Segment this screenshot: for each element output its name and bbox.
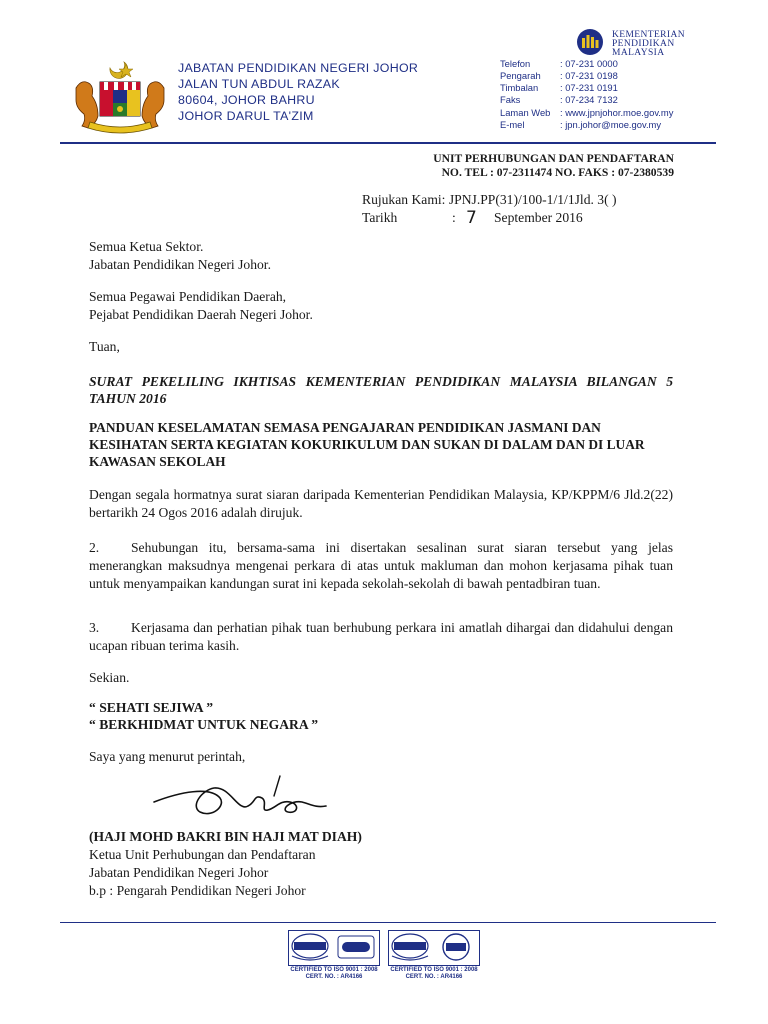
contact-label: Timbalan (500, 82, 539, 93)
unit-phone-fax: NO. TEL : 07-2311474 NO. FAKS : 07-2380539 (441, 166, 674, 179)
recipient-line: Pejabat Pendidikan Daerah Negeri Johor. (89, 307, 313, 322)
subject-circular: SURAT PEKELILING IKHTISAS KEMENTERIAN PENDIDIKAN MALAYSIA BILANGAN 5 TAHUN 2016 (89, 374, 673, 406)
signatory-title: Jabatan Pendidikan Negeri Johor (89, 865, 269, 880)
date-separator: : (452, 210, 456, 225)
contact-label: E-mel (500, 119, 525, 130)
recipient-line: Semua Ketua Sektor. (89, 239, 204, 254)
department-address-line: JALAN TUN ABDUL RAZAK (178, 77, 340, 91)
cert-number: CERT. NO. : AR4166 (405, 974, 463, 980)
website-link[interactable]: : www.jpnjohor.moe.gov.my (560, 107, 674, 118)
ministry-logo-text: KEMENTERIAN (612, 30, 686, 40)
paragraph-number: 2. (89, 540, 100, 555)
signature-image (150, 772, 330, 832)
contact-value: : 07-234 7132 (560, 94, 618, 105)
quality-system-badge-icon (388, 930, 480, 966)
footer-divider (60, 922, 716, 923)
contact-label: Pengarah (500, 70, 541, 81)
header-divider (60, 142, 716, 144)
closing-phrase: Saya yang menurut perintah, (89, 749, 246, 764)
date-value: September 2016 (494, 210, 583, 225)
date-label: Tarikh (362, 210, 398, 225)
signatory-name: (HAJI MOHD BAKRI BIN HAJI MAT DIAH) (89, 829, 362, 844)
contact-label: Faks (500, 94, 521, 105)
ministry-logo-icon (576, 28, 604, 56)
signatory-title: b.p : Pengarah Pendidikan Negeri Johor (89, 883, 306, 898)
contact-value: : 07-231 0198 (560, 70, 618, 81)
body-paragraph-2 (89, 539, 673, 593)
paragraph-text: Sehubungan itu, bersama-sama ini disertakan sesalinan surat siaran tersebut yang jelas menerangkan maksudnya mengenai perkara di atas untuk makluman dan mohon kerjasama pihak tuan untuk menyampaikan kandungan surat ini kepada sekolah-sekolah di bawah pentadbiran tuan. (89, 540, 673, 591)
paragraph-text: Kerjasama dan perhatian pihak tuan berhubung perkara ini amatlah dihargai dan didahului dengan ucapan ribuan terima kasih. (89, 620, 673, 653)
body-paragraph-1: Dengan segala hormatnya surat siaran daripada Kementerian Pendidikan Malaysia, KP/KPPM/6 Jld.2(22) bertarikh 24 Ogos 2016 adalah dirujuk. (89, 487, 673, 520)
recipient-line: Semua Pegawai Pendidikan Daerah, (89, 289, 287, 304)
contact-value: : 07-231 0191 (560, 82, 618, 93)
department-address-line: JOHOR DARUL TA'ZIM (178, 109, 314, 123)
signatory-title: Ketua Unit Perhubungan dan Pendaftaran (89, 847, 316, 862)
paragraph-number: 3. (89, 620, 100, 635)
coat-of-arms-icon (70, 58, 170, 136)
ministry-logo-text: PENDIDIKAN (612, 39, 675, 49)
motto-line: “ SEHATI SEJIWA ” (89, 700, 214, 715)
cert-number: CERT. NO. : AR4166 (305, 974, 363, 980)
date-day-handwritten: 7 (466, 208, 477, 228)
contact-label: Laman Web (500, 107, 551, 118)
contact-label: Telefon (500, 58, 531, 69)
salutation: Tuan, (89, 339, 120, 354)
department-address-line: 80604, JOHOR BAHRU (178, 93, 315, 107)
body-paragraph-3 (89, 619, 673, 655)
closing-sekian: Sekian. (89, 670, 130, 685)
cert-text: CERTIFIED TO ISO 9001 : 2008 (390, 967, 478, 973)
reference-label: Rujukan Kami: (362, 192, 446, 207)
quality-system-badge-icon (288, 930, 380, 966)
reference-value: JPNJ.PP(31)/100-1/1/1Jld. 3( ) (448, 192, 617, 207)
contact-value: : 07-231 0000 (560, 58, 618, 69)
cert-text: CERTIFIED TO ISO 9001 : 2008 (290, 967, 378, 973)
recipient-line: Jabatan Pendidikan Negeri Johor. (89, 257, 271, 272)
ministry-logo-text: MALAYSIA (612, 48, 665, 58)
department-name: JABATAN PENDIDIKAN NEGERI JOHOR (178, 61, 419, 75)
subject-title: PANDUAN KESELAMATAN SEMASA PENGAJARAN PENDIDIKAN JASMANI DAN KESIHATAN SERTA KEGIATAN KOKURIKULUM DAN SUKAN DI DALAM DAN DI LUAR KAWASAN SEKOLAH (89, 420, 645, 469)
email-link[interactable]: : jpn.johor@moe.gov.my (560, 119, 662, 130)
unit-name: UNIT PERHUBUNGAN DAN PENDAFTARAN (433, 152, 674, 165)
motto-line: “ BERKHIDMAT UNTUK NEGARA ” (89, 717, 319, 732)
reference-line (362, 192, 617, 208)
